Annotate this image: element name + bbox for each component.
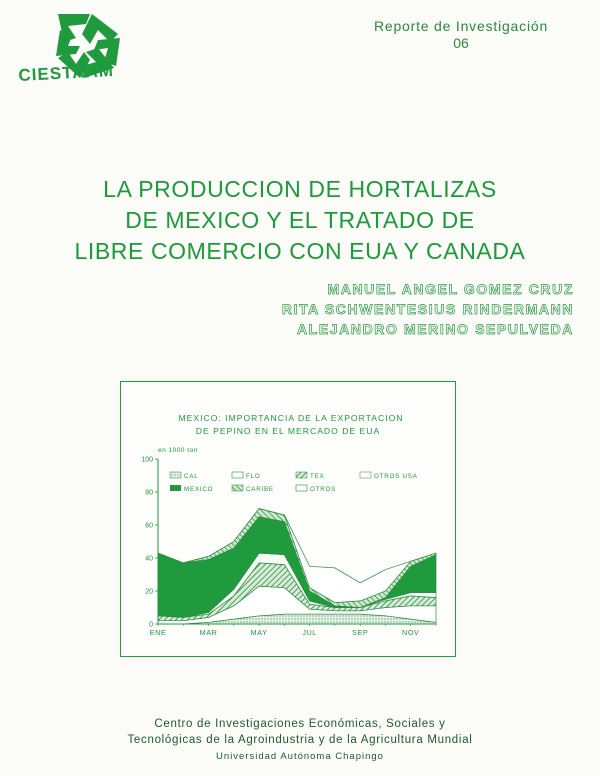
institution-footer (0, 716, 600, 766)
legend-swatch-flo (232, 472, 243, 478)
ciestaam-logo-icon (24, 8, 152, 100)
author-list (282, 279, 574, 339)
legend-swatch-tex (296, 472, 307, 478)
legend-swatch-otros-usa (360, 472, 371, 478)
legend-swatch-cal (170, 472, 181, 478)
legend-label-otros-usa: OTROS USA (374, 473, 418, 480)
y-tick-label-100: 100 (141, 456, 153, 464)
x-tick-label-nov: NOV (402, 628, 420, 637)
y-tick-label-20: 20 (145, 588, 153, 596)
author-1: MANUEL ANGEL GOMEZ CRUZ (327, 281, 574, 297)
title-line-1: LA PRODUCCION DE HORTALIZAS (103, 176, 497, 202)
title-line-2: DE MEXICO Y EL TRATADO DE (125, 207, 475, 233)
footer-line-2: Tecnológicas de la Agroindustria y de la Agricultura Mundial (127, 734, 473, 746)
logo-text: CIESTAAM (18, 61, 115, 85)
legend-label-tex: TEX (310, 473, 325, 480)
y-tick-label-80: 80 (145, 489, 153, 497)
legend-label-caribe: CARIBE (246, 486, 274, 493)
y-axis-unit: en 1000 ton (158, 447, 198, 454)
y-tick-label-0: 0 (149, 621, 153, 629)
author-2: RITA SCHWENTESIUS RINDERMANN (281, 301, 574, 317)
footer-line-1: Centro de Investigaciones Económicas, Sociales y (154, 718, 446, 730)
author-3: ALEJANDRO MERINO SEPULVEDA (296, 321, 574, 337)
legend-swatch-mexico (170, 485, 181, 491)
y-tick-label-60: 60 (145, 522, 153, 530)
x-tick-label-sep: SEP (352, 628, 369, 637)
footer-line-3: Universidad Autónoma Chapingo (216, 751, 384, 762)
chart-subtitle: DE PEPINO EN EL MERCADO DE EUA (195, 426, 381, 436)
y-tick-label-40: 40 (145, 555, 153, 563)
legend-label-otros: OTROS (310, 486, 337, 493)
x-tick-label-jul: JUL (302, 628, 317, 637)
legend-label-flo: FLO (246, 473, 261, 480)
x-tick-label-may: MAY (250, 628, 268, 637)
legend-swatch-caribe (232, 485, 243, 491)
legend-label-cal: CAL (184, 473, 199, 480)
report-series-label: Reporte de Investigación (373, 18, 549, 34)
export-chart (120, 381, 456, 657)
x-tick-label-mar: MAR (199, 628, 218, 637)
legend-label-mexico: MEXICO (184, 486, 214, 493)
chart-title: MEXICO: IMPORTANCIA DE LA EXPORTACION (178, 413, 404, 423)
x-tick-label-ene: ENE (149, 628, 167, 637)
legend-swatch-otros (296, 485, 307, 491)
document-title (40, 174, 560, 267)
title-line-3: LIBRE COMERCIO CON EUA Y CANADA (74, 238, 526, 264)
report-number: 06 (453, 35, 469, 51)
